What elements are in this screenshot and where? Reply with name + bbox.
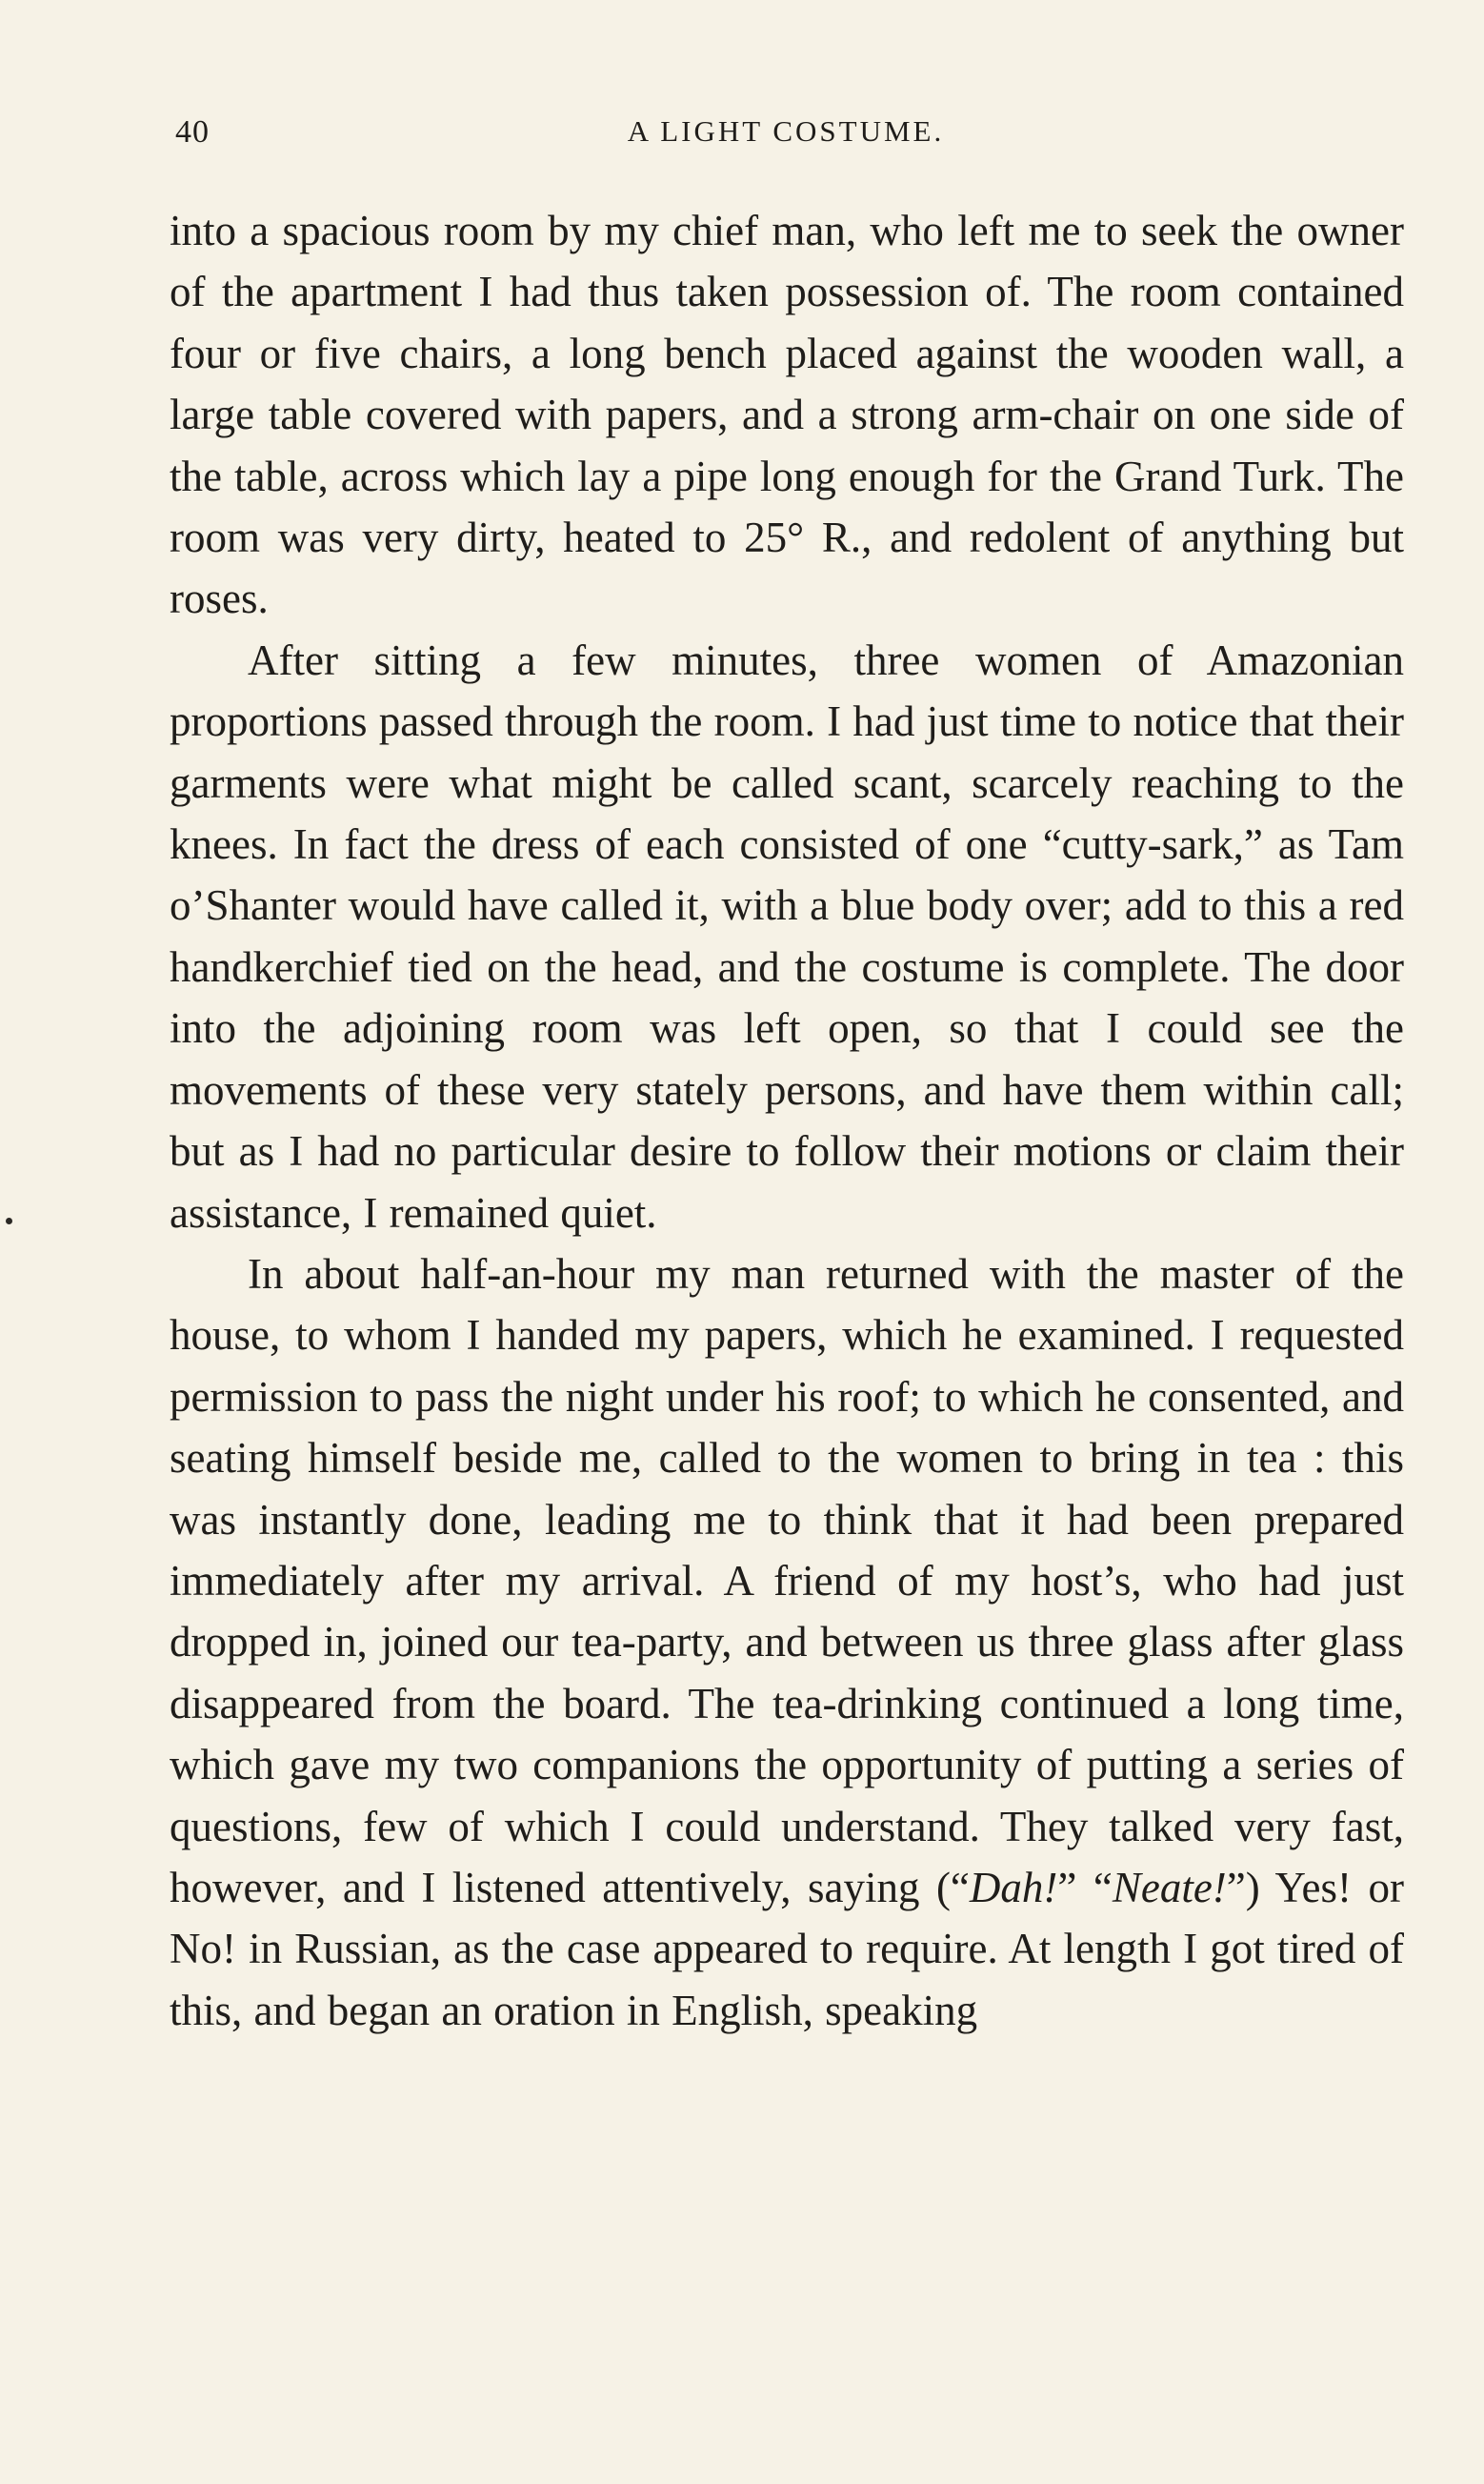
running-head — [171, 114, 1400, 168]
page-number: 40 — [175, 114, 210, 150]
running-title: A LIGHT COSTUME. — [627, 114, 945, 148]
paragraph-3-text: In about half-an-hour my man returned with the master of the house, to whom I handed my papers, which he examined. I requested permission to pass the night under his roof; to which he consented, and seating himself beside me, called to the women to bring in tea : this was instantly done, leading me to think that it had been prepared immediately after my arrival. A friend of my host’s, who had just dropped in, joined our tea-party, and between us three glass after glass disappeared from the board. The tea-drinking continued a long time, which gave my two companions the opportunity of putting a series of questions, few of which I could understand. They talked very fast, however, and I listened attentively, saying (“ — [170, 1249, 1404, 1911]
paragraph-2: After sitting a few minutes, three women of Amazonian proportions passed through the room. I had just time to notice that their garments were what might be called scant, scarcely reaching to the knees. In fact the dress of each consisted of one “cutty-sark,” as Tam o’Shanter would have called it, with a blue body over; add to this a red handkerchief tied on the head, and the costume is complete. The door into the adjoining room was left open, so that I could see the movements of these very stately persons, and have them within call; but as I had no particular desire to follow their motions or claim their assistance, I remained quiet. — [170, 636, 1404, 1237]
body-text — [170, 200, 1404, 2041]
inline-quote-separator: ” “ — [1057, 1863, 1113, 1911]
paragraph-3 — [170, 1243, 1404, 2041]
paragraph-1: into a spacious room by my chief man, who left me to seek the owner of the apartment I had thus taken possession of. The room contained four or five chairs, a long bench placed against the wooden wall, a large table covered with papers, and a strong arm-chair on one side of the table, across which lay a pipe long enough for the Grand Turk. The room was very dirty, heated to 25° R., and redolent of anything but roses. — [170, 207, 1404, 623]
margin-ink-dot — [6, 1218, 12, 1224]
italic-word-dah: Dah! — [969, 1863, 1058, 1911]
italic-word-neate: Neate! — [1112, 1863, 1227, 1911]
paragraph-3-tail: ”) Yes! or No! in Russian, as the case appeared to require. At length I got tired of this, and began an oration in English, speaking — [170, 1863, 1404, 2034]
